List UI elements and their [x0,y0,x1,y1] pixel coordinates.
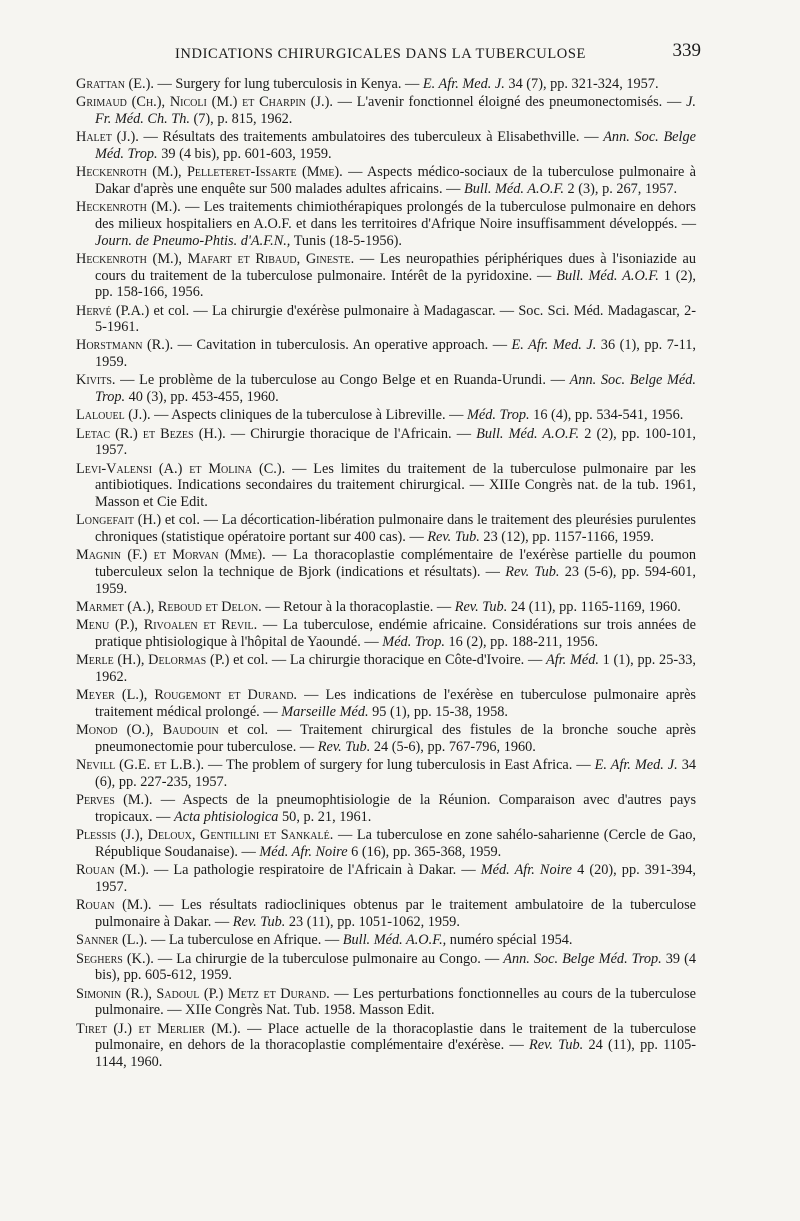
reference-entry [76,461,696,511]
reference-text: — Aspects cliniques de la tuberculose à Libreville. — [150,407,467,424]
reference-details: 39 (4 bis), pp. 601-603, 1959. [157,145,332,162]
reference-entry [76,547,696,597]
reference-text: — L'avenir fonctionnel éloigné des pneumonectomisés. — [332,94,687,111]
reference-authors: Kivits. [76,372,116,389]
reference-text: — Les résultats radiocliniques obtenus par le traitement ambulatoire de la tuberculose pulmonaire à Dakar. — [95,897,696,930]
reference-source: Méd. Afr. Noire [480,862,572,879]
reference-text: — Place actuelle de la thoracoplastie dans le traitement de la tuberculose pulmonaire, en dehors de la thoracoplastie complémentaire d'exérèse. — [95,1020,696,1054]
reference-text: et col. — Traitement chirurgical des fistules de la bronche souche après pneumonectomie pour tuberculose. — [95,722,696,755]
reference-authors: Rouan (M.). [76,862,149,879]
reference-authors: Magnin (F.) et Morvan (Mme). [76,547,266,564]
reference-authors: Meyer (L.), Rougemont et Durand. [76,687,297,704]
reference-source: Rev. Tub. [427,529,480,545]
reference-text: — Cavitation in tuberculosis. An operative approach. — [173,337,512,354]
reference-authors: Menu (P.), Rivoalen et Revil. [76,617,258,634]
reference-entry [76,1021,696,1071]
reference-details: 23 (12), pp. 1157-1166, 1959. [479,529,654,545]
reference-authors: Hervé (P.A.) [76,302,150,319]
reference-text: — La tuberculose, endémie africaine. Considérations sur trois années de pratique phtisiologique à l'hôpital de Yaoundé. — [95,617,696,650]
reference-entry [76,687,696,720]
reference-authors: Levi-Valensi (A.) et Molina (C.). [76,460,286,477]
reference-source: Ann. Soc. Belge Méd. Trop. [503,950,662,967]
reference-details: numéro spécial 1954. [446,932,573,949]
reference-details: 50, p. 21, 1961. [278,808,372,825]
reference-source: Rev. Tub. [454,598,508,615]
reference-details: 39 (4 bis), pp. 605-612, 1959. [95,950,697,984]
reference-source: Afr. Méd. [545,652,599,669]
reference-entry [76,251,696,301]
reference-text: — La chirurgie de la tuberculose pulmonaire au Congo. — [153,950,504,967]
running-header [76,40,701,68]
reference-source: Méd. Trop. [382,633,445,650]
reference-text: et col. — La chirurgie thoracique en Côte-d'Ivoire. — [229,652,546,669]
reference-source: Rev. Tub. [317,738,371,755]
reference-text: — Les indications de l'exérèse en tuberculose pulmonaire après traitement médical prolongé. — [95,687,696,720]
reference-details: 2 (3), p. 267, 1957. [563,180,678,197]
document-page [76,40,701,1072]
reference-text: — Les limites du traitement de la tuberculose pulmonaire par les antibiotiques. Indications secondaires du traitement chirurgical. — XIIIe Congrès nat. de la tub. 1961, Masson et Cie Edit. [95,460,696,511]
reference-authors: Lalouel (J.). [76,407,151,424]
reference-details: 24 (11), pp. 1165-1169, 1960. [507,598,681,615]
reference-text: — Les traitements chimiothérapiques prolongés de la tuberculose pulmonaire en dehors des milieux hospitaliers en A.O.F. et dans les territoires d'Afrique Noire insuffisamment développés. — [95,199,696,232]
reference-details: 6 (16), pp. 365-368, 1959. [347,843,502,860]
reference-source: Bull. Méd. A.O.F., [342,932,447,949]
reference-source: Bull. Méd. A.O.F. [464,180,564,197]
reference-text: — La thoracoplastie complémentaire de l'exérèse partielle du poumon tuberculeux selon la technique de Bjork (indications et résultats). — [95,547,696,580]
reference-entry [76,652,696,685]
reference-details: 16 (4), pp. 534-541, 1956. [529,407,684,424]
reference-source: Méd. Afr. Noire [259,843,348,860]
reference-authors: Merle (H.), Delormas (P.) [76,652,230,669]
reference-details: 34 (7), pp. 321-324, 1957. [504,76,659,92]
reference-text: — La pathologie respiratoire de l'Africain à Dakar. — [148,862,481,879]
reference-authors: Monod (O.), Baudouin [76,722,219,739]
reference-text: — Retour à la thoracoplastie. — [261,598,455,615]
reference-entry [76,94,696,127]
reference-entry [76,303,696,336]
reference-text: — La tuberculose en Afrique. — [147,932,343,949]
reference-details: 23 (5-6), pp. 594-601, 1959. [95,563,697,597]
reference-source: Acta phtisiologica [174,808,279,825]
reference-authors: Perves (M.). [76,792,153,809]
reference-entry [76,372,696,405]
reference-source: Rev. Tub. [528,1037,584,1054]
reference-text: — Le problème de la tuberculose au Congo Belge et en Ruanda-Urundi. — [115,372,570,389]
reference-text: — Chirurgie thoracique de l'Africain. — [225,425,477,442]
reference-authors: Halet (J.). [76,129,139,146]
reference-authors: Nevill (G.E. et L.B.). [76,757,205,774]
reference-details: (7), p. 815, 1962. [189,110,293,127]
reference-entry [76,617,696,650]
header-title: INDICATIONS CHIRURGICALES DANS LA TUBERCULOSE [175,46,587,62]
reference-text: — La tuberculose en zone sahélo-saharienne (Cercle de Gao, République Soudanaise). — [95,827,696,860]
reference-entry [76,337,696,370]
reference-authors: Sanner (L.). [76,932,148,949]
reference-source: Méd. Trop. [466,407,530,424]
reference-authors: Letac (R.) et Bezes (H.). [76,425,226,442]
reference-entry [76,932,696,949]
reference-entry [76,951,696,984]
reference-text: — Surgery for lung tuberculosis in Kenya. — [153,76,423,92]
reference-authors: Plessis (J.), Deloux, Gentillini et Sankalé. [76,827,334,844]
reference-text: et col. — La chirurgie d'exérèse pulmonaire à Madagascar. — Soc. Sci. Méd. Madagascar, 2-5-1961. [95,302,696,336]
reference-entry [76,827,696,860]
reference-entry [76,407,696,424]
reference-text: — Les perturbations fonctionnelles au cours de la tuberculose pulmonaire. — XIIe Congrès Nat. Tub. 1958. Masson Edit. [95,985,696,1019]
reference-details: 40 (3), pp. 453-455, 1960. [125,389,279,406]
page-number: 339 [672,40,701,61]
reference-source: Bull. Méd. A.O.F. [476,425,580,442]
reference-source: Journ. de Pneumo-Phtis. d'A.F.N., [95,232,291,249]
reference-authors: Grattan (E.). [76,76,154,92]
reference-details: 95 (1), pp. 15-38, 1958. [368,703,508,720]
reference-details: 1 (1), pp. 25-33, 1962. [95,652,696,685]
reference-authors: Rouan (M.). [76,897,152,914]
reference-authors: Horstmann (R.). [76,337,174,354]
reference-text: — The problem of surgery for lung tuberculosis in East Africa. — [204,757,595,774]
reference-list [76,76,696,1070]
reference-source: Rev. Tub. [505,563,560,580]
reference-text: — Résultats des traitements ambulatoires des tuberculeux à Elisabethville. — [138,129,604,146]
reference-details: 23 (11), pp. 1051-1062, 1959. [285,913,460,930]
reference-text: — Les neuropathies périphériques dues à l'isoniazide au cours du traitement de la tuberculose pulmonaire. Intérêt de la pyridoxine. — [95,250,696,284]
reference-details: 4 (20), pp. 391-394, 1957. [95,862,696,895]
reference-source: E. Afr. Med. J. [422,76,505,92]
reference-entry [76,897,696,930]
reference-entry [76,76,696,93]
reference-text: — Aspects de la pneumophtisiologie de la Réunion. Comparaison avec d'autres pays tropicaux. — [95,792,697,825]
reference-authors: Longefait (H.) [76,512,162,529]
reference-source: Ann. Soc. Belge Méd. Trop. [95,129,696,162]
reference-source: Ann. Soc. Belge Méd. Trop. [95,372,696,406]
reference-entry [76,199,696,249]
reference-entry [76,512,696,545]
reference-details: 24 (5-6), pp. 767-796, 1960. [370,738,536,755]
reference-authors: Seghers (K.). [76,950,154,967]
reference-details: 16 (2), pp. 188-211, 1956. [444,633,599,650]
reference-entry [76,599,696,616]
reference-authors: Heckenroth (M.). [76,199,181,216]
reference-entry [76,722,696,755]
reference-entry [76,986,696,1019]
reference-source: E. Afr. Med. J. [594,757,678,774]
reference-source: J. Fr. Méd. Ch. Th. [95,94,696,127]
reference-text: — Aspects médico-sociaux de la tuberculose pulmonaire à Dakar d'après une enquête sur 500 malades adultes africains. — [95,164,696,197]
reference-source: Rev. Tub. [232,913,286,930]
reference-entry [76,164,696,197]
reference-details: 24 (11), pp. 1105-1144, 1960. [95,1037,697,1070]
reference-authors: Simonin (R.), Sadoul (P.) Metz et Durand. [76,985,330,1002]
reference-text: et col. — La décortication-libération pulmonaire dans le traitement des pleurésies purulentes chroniques (statistique opératoire portant sur 400 cas). — [95,512,696,545]
reference-details: 34 (6), pp. 227-235, 1957. [95,757,696,790]
reference-details: 36 (1), pp. 7-11, 1959. [95,337,696,371]
reference-entry [76,757,696,790]
reference-authors: Marmet (A.), Reboud et Delon. [76,598,262,615]
reference-authors: Tiret (J.) et Merlier (M.). [76,1020,241,1037]
reference-entry [76,426,696,459]
reference-source: E. Afr. Med. J. [511,337,597,354]
reference-details: Tunis (18-5-1956). [290,232,403,249]
reference-entry [76,129,696,162]
reference-details: 2 (2), pp. 100-101, 1957. [95,425,696,459]
reference-authors: Heckenroth (M.), Pelleteret-Issarte (Mme). [76,164,343,181]
reference-authors: Heckenroth (M.), Mafart et Ribaud, Gineste. [76,250,355,267]
reference-source: Bull. Méd. A.O.F. [556,267,659,284]
reference-authors: Grimaud (Ch.), Nicoli (M.) et Charpin (J.). [76,94,333,111]
reference-entry [76,792,696,825]
reference-source: Marseille Méd. [281,703,369,720]
reference-entry [76,862,696,895]
reference-details: 1 (2), pp. 158-166, 1956. [95,267,696,301]
